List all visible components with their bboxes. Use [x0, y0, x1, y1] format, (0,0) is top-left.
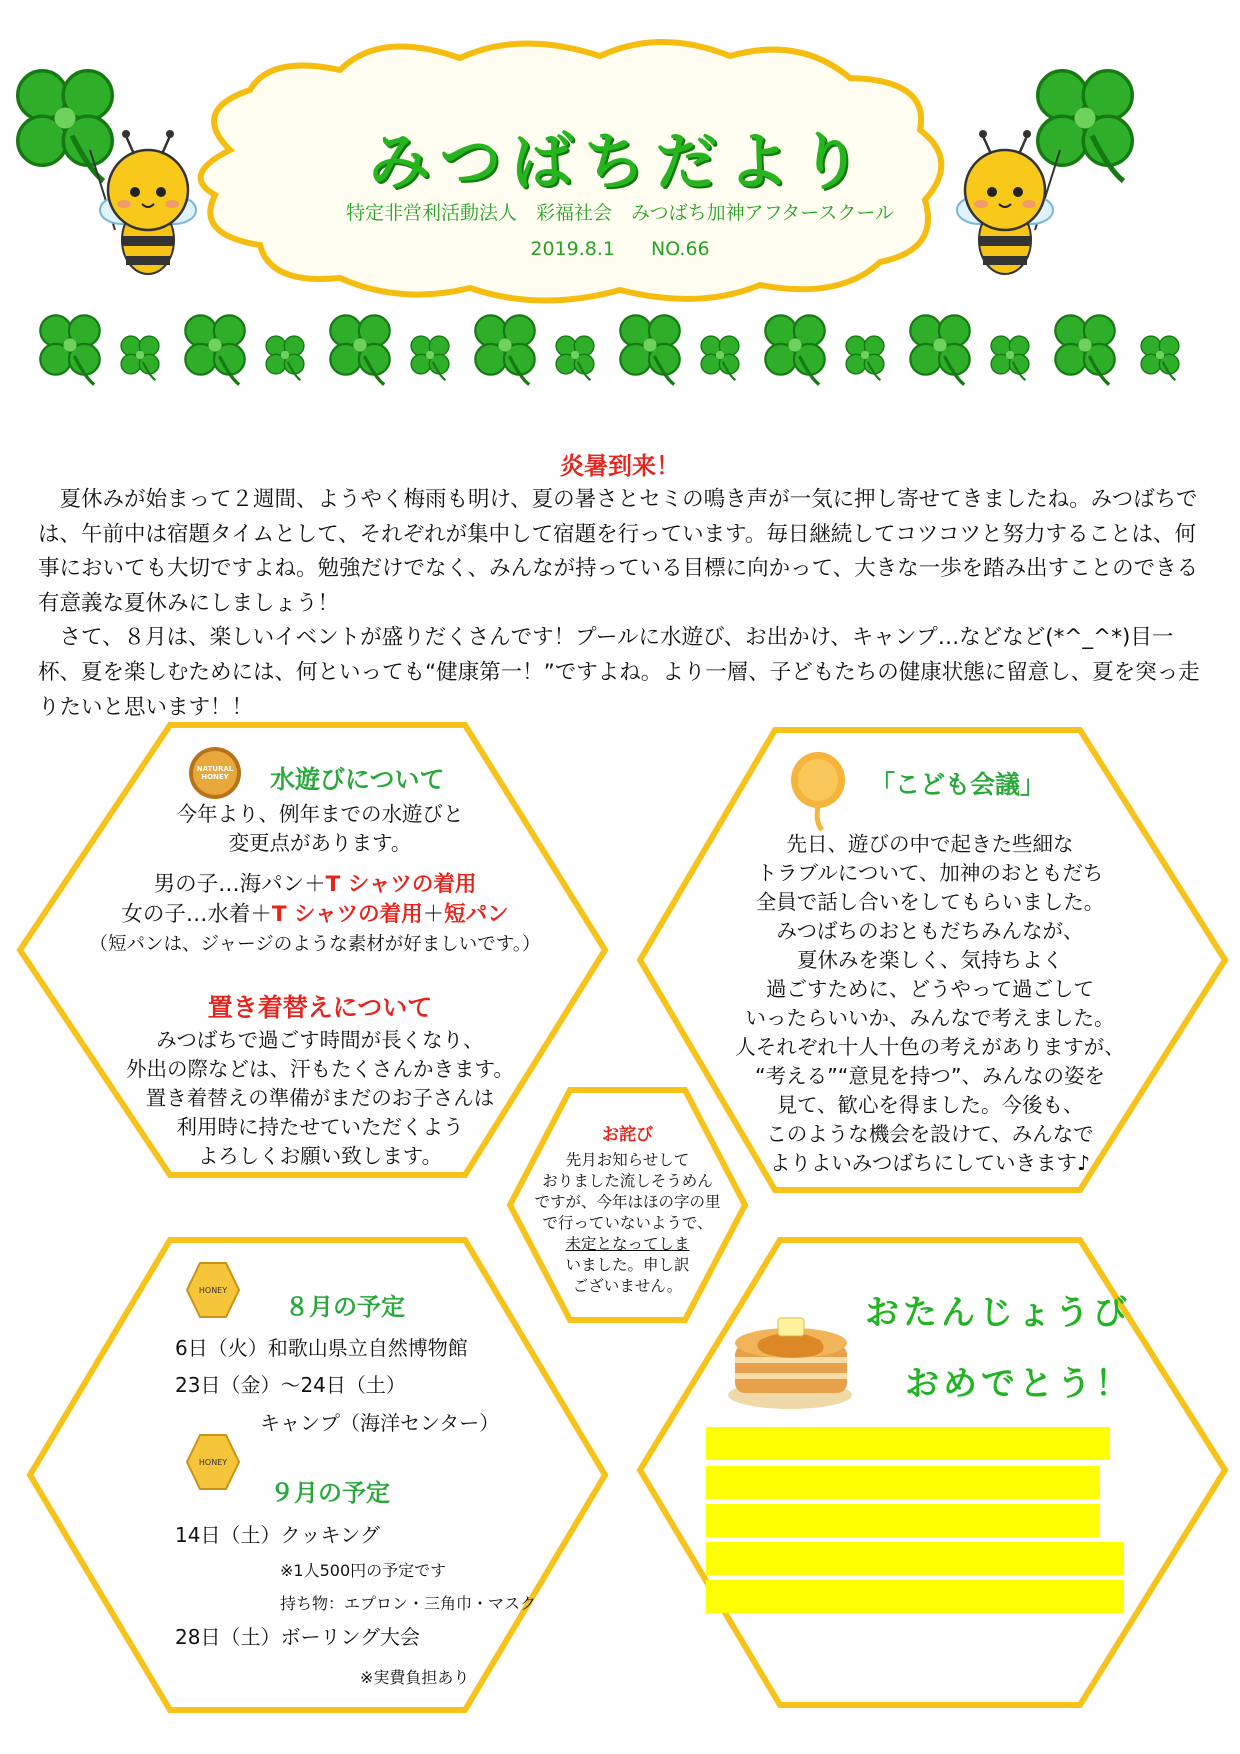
september-heading: ９月の予定: [270, 1479, 390, 1507]
text-line: 夏休みを楽しく、気持ちよく: [796, 948, 1064, 972]
intro-heading: 炎暑到来！: [560, 452, 680, 480]
text-line: 全員で話し合いをしてもらいました。: [755, 890, 1105, 914]
birthday-name-bar: [706, 1504, 1100, 1537]
water-play-heading: 水遊びについて: [270, 765, 445, 794]
text-line: 利用時に持たせていただくよう: [176, 1115, 464, 1139]
text-line: “考える”“意見を持つ”、みんなの姿を: [755, 1064, 1105, 1088]
september-note: ※実費負担あり: [360, 1668, 470, 1687]
september-item: 28日（土）ボーリング大会: [175, 1625, 421, 1649]
text-line: ですが、今年はほの字の里: [534, 1193, 721, 1211]
birthday-line: おたんじょうび: [865, 1293, 1131, 1333]
september-item: 14日（土）クッキング: [175, 1523, 380, 1547]
honey-jar-label: NATURAL HONEY: [196, 765, 234, 781]
spare-clothes-text: [90, 1026, 550, 1171]
honey-badge-label: HONEY: [198, 1286, 228, 1295]
august-item: 6日（火）和歌山県立自然博物館: [175, 1336, 468, 1360]
newsletter-title: みつばちだより: [368, 125, 872, 198]
birthday-name-bar: [706, 1427, 1110, 1460]
text-line: みつばちで過ごす時間が長くなり、: [156, 1028, 484, 1052]
text-line: 過ごすために、どうやって過ごして: [766, 977, 1094, 1001]
girls-rule: 女の子…水着＋T シャツの着用＋短パン: [121, 902, 509, 927]
issue-number: NO.66: [651, 238, 710, 260]
text-line: 今年より、例年までの水遊びと: [176, 802, 464, 826]
august-item: キャンプ（海洋センター）: [260, 1411, 500, 1435]
text-line: よりよいみつばちにしていきます♪: [769, 1151, 1091, 1175]
meeting-heading: 「こども会議」: [870, 770, 1046, 799]
birthday-line: おめでとう！: [905, 1364, 1133, 1404]
meeting-text: [690, 830, 1170, 1178]
text-line: いました。申し訳: [565, 1256, 690, 1274]
issue-date: 2019.8.1: [530, 238, 615, 260]
text-line: 見て、歓心を得ました。今後も、: [776, 1093, 1084, 1117]
boys-rule: 男の子…海パン＋T シャツの着用: [153, 872, 477, 897]
water-play-intro: [120, 800, 520, 858]
honey-badge-label: HONEY: [198, 1458, 228, 1467]
intro-paragraph: 夏休みが始まって２週間、ようやく梅雨も明け、夏の暑さとセミの鳴き声が一気に押し寄せてきましたね。みつばちでは、午前中は宿題タイムとして、それぞれが集中して宿題を行っています。毎日継続してコツコツと努力することは、何事においても大切ですよね。勉強だけでなく、みんなが持っている目標に向かって、大きな一歩を踏み出すことのできる有意義な夏休みにしましょう！: [38, 487, 1199, 616]
text-line: 置き着替えの準備がまだのお子さんは: [145, 1086, 495, 1110]
text-line: みつばちのおともだちみんなが、: [776, 919, 1084, 943]
text-line: よろしくお願い致します。: [197, 1144, 443, 1168]
text-line: 先日、遊びの中で起きた些細な: [786, 832, 1074, 856]
text-line: で行っていないようで、: [542, 1214, 713, 1232]
text-line: 先月お知らせして: [565, 1151, 690, 1169]
apology-heading: お詫び: [602, 1125, 653, 1145]
text-line: 外出の際などは、汗もたくさんかきます。: [126, 1057, 514, 1081]
birthday-name-bar: [706, 1580, 1124, 1613]
text-line: このような機会を設けて、みんなで: [766, 1122, 1094, 1146]
august-heading: ８月の予定: [285, 1293, 405, 1321]
apology-text: [520, 1150, 735, 1297]
august-item: 23日（金）～24日（土）: [175, 1373, 406, 1397]
text-line: 人それぞれ十人十色の考えがありますが、: [735, 1035, 1125, 1059]
text-line: 未定となってしま: [565, 1235, 690, 1253]
birthday-name-bar: [706, 1466, 1100, 1499]
organization-name: 特定非営利活動法人 彩福社会 みつばち加神アフタースクール: [346, 202, 894, 224]
text-line: いったらいいか、みんなで考えました。: [745, 1006, 1115, 1030]
honeycomb-icon: [791, 752, 845, 830]
birthday-name-bar: [706, 1542, 1124, 1575]
september-note: ※1人500円の予定です: [280, 1561, 447, 1580]
text-line: トラブルについて、加神のおともだち: [756, 861, 1104, 885]
text-line: 変更点があります。: [228, 831, 412, 855]
swimwear-rules: [60, 870, 570, 960]
spare-clothes-heading: 置き着替えについて: [207, 993, 433, 1022]
swimwear-note: （短パンは、ジャージのような素材が好ましいです。）: [89, 934, 541, 955]
intro-paragraph: さて、８月は、楽しいイベントが盛りだくさんです！プールに水遊び、お出かけ、キャンプ…などなど(*^_^*)目一杯、夏を楽しむためには、何といっても“健康第一！”ですよね。より一層、子どもたちの健康状態に留意し、夏を突っ走りたいと思います！！: [38, 625, 1200, 720]
september-note: 持ち物：エプロン・三角巾・マスク: [280, 1594, 537, 1613]
text-line: おりました流しそうめん: [542, 1172, 713, 1190]
text-line: ございません。: [572, 1277, 683, 1295]
pancake-icon: [728, 1318, 852, 1409]
